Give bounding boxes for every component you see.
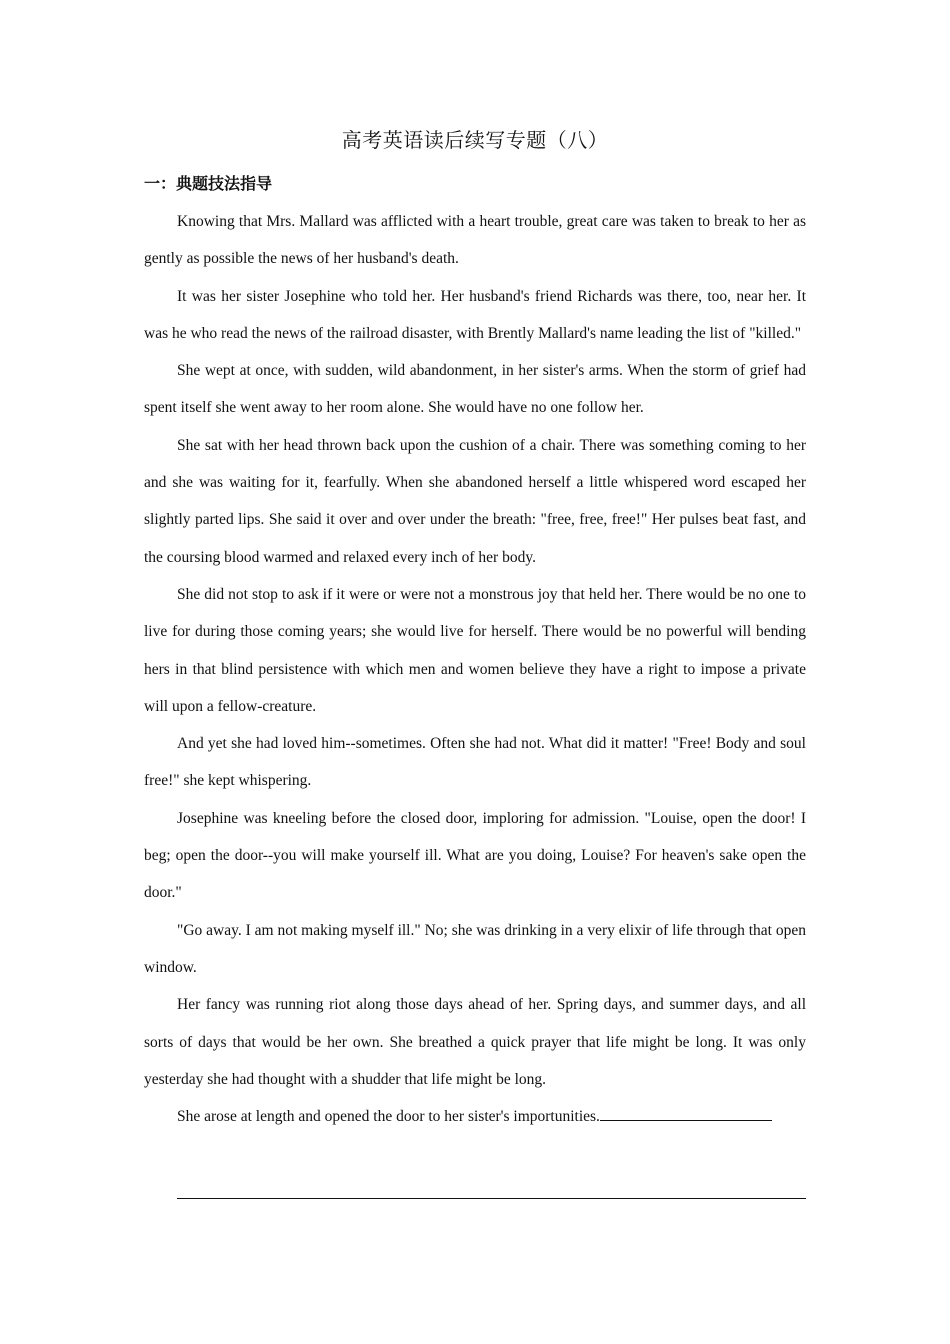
paragraph: Josephine was kneeling before the closed door, imploring for admission. "Louise, open the door! I beg; open the door--you will make yourself ill. What are you doing, Louise? For heaven's sake open the door." (144, 809, 806, 902)
document-title: 高考英语读后续写专题（八） (341, 128, 609, 152)
paragraph: It was her sister Josephine who told her. Her husband's friend Richards was there, too, near her. It was he who read the news of the railroad disaster, with Brently Mallard's name leading the list of "killed." (144, 287, 806, 342)
paragraph: She wept at once, with sudden, wild abandonment, in her sister's arms. When the storm of grief had spent itself she went away to her room alone. She would have no one follow her. (144, 362, 806, 417)
paragraph: Knowing that Mrs. Mallard was afflicted with a heart trouble, great care was taken to break to her as gently as possible the news of her husband's death. (144, 213, 806, 268)
passage-body (144, 203, 806, 1135)
paragraph: She did not stop to ask if it were or were not a monstrous joy that held her. There would be no one to live for during those coming years; she would live for herself. There would be no powerful will bending hers in that blind persistence with which men and women believe they have a right to impose a private will upon a fellow-creature. (144, 585, 806, 715)
continuation-prompt (144, 1098, 806, 1135)
answer-blank[interactable] (600, 1105, 772, 1121)
paragraph: She sat with her head thrown back upon the cushion of a chair. There was something coming to her and she was waiting for it, fearfully. When she abandoned herself a little whispered word escaped her slightly parted lips. She said it over and over under the breath: "free, free, free!" Her pulses beat fast, and the coursing blood warmed and relaxed every inch of her body. (144, 436, 806, 566)
continuation-prompt-text: She arose at length and opened the door to her sister's importunities. (177, 1108, 600, 1126)
answer-line[interactable] (177, 1198, 806, 1199)
section-heading: 一：典题技法指导 (144, 174, 273, 193)
paragraph: "Go away. I am not making myself ill." No; she was drinking in a very elixir of life through that open window. (144, 921, 806, 976)
paragraph: Her fancy was running riot along those days ahead of her. Spring days, and summer days, and all sorts of days that would be her own. She breathed a quick prayer that life might be long. It was only yesterday she had thought with a shudder that life might be long. (144, 996, 806, 1088)
paragraph: And yet she had loved him--sometimes. Often she had not. What did it matter! "Free! Body and soul free!" she kept whispering. (144, 735, 806, 790)
